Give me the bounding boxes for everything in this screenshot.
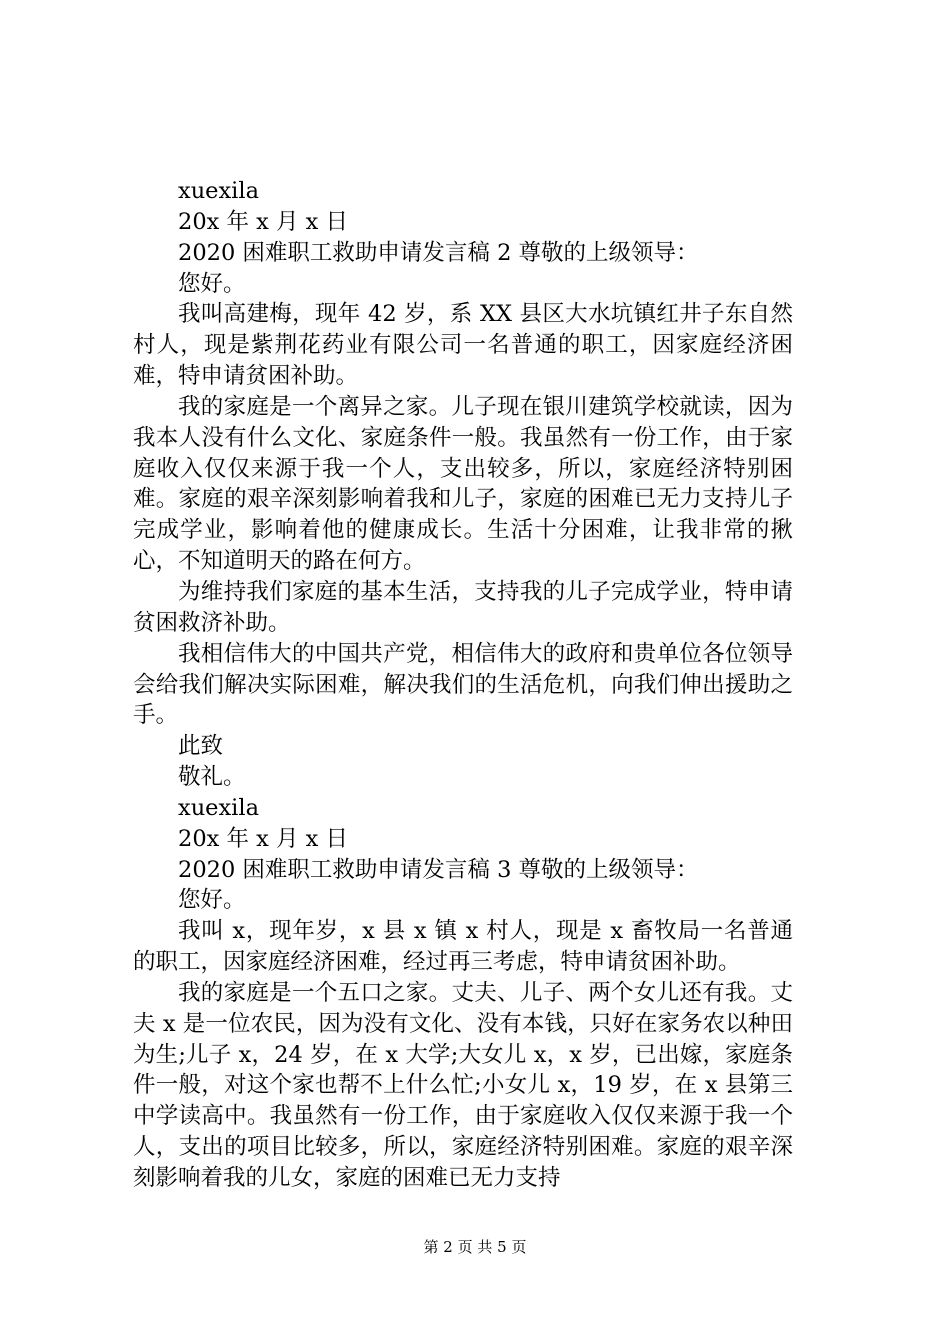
page-number-footer: 第 2 页 共 5 页 — [423, 1238, 527, 1256]
body-paragraph: 为维持我们家庭的基本生活，支持我的儿子完成学业，特申请贫困救济补助。 — [133, 578, 793, 636]
signature: xuexila — [178, 178, 259, 204]
body-paragraph: 我相信伟大的中国共产党，相信伟大的政府和贵单位各位领导会给我们解决实际困难，解决我们的生活危机，向我们伸出援助之手。 — [133, 640, 793, 729]
greeting: 您好。 — [178, 270, 246, 297]
body-paragraph: 我叫高建梅，现年 42 岁，系 XX 县区大水坑镇红井子东自然村人，现是紫荆花药业有限公司一名普通的职工，因家庭经济困难，特申请贫困补助。 — [133, 301, 793, 390]
date-line: 20x 年 x 月 x 日 — [178, 825, 348, 852]
body-paragraph: 我叫 x，现年岁，x 县 x 镇 x 村人，现是 x 畜牧局一名普通的职工，因家庭经济困难，经过再三考虑，特申请贫困补助。 — [133, 918, 793, 976]
document-body — [133, 176, 838, 1194]
letter-heading: 2020 困难职工救助申请发言稿 3 尊敬的上级领导： — [178, 856, 699, 883]
signature: xuexila — [178, 794, 259, 821]
closing-salutation: 此致 — [178, 733, 224, 760]
closing-regards: 敬礼。 — [178, 764, 246, 791]
date-line: 20x 年 x 月 x 日 — [178, 208, 348, 235]
letter-heading: 2020 困难职工救助申请发言稿 2 尊敬的上级领导： — [178, 239, 699, 266]
body-paragraph: 我的家庭是一个离异之家。儿子现在银川建筑学校就读，因为我本人没有什么文化、家庭条件一般。我虽然有一份工作，由于家庭收入仅仅来源于我一个人，支出较多，所以，家庭经济特别困难。家庭的艰辛深刻影响着我和儿子，家庭的困难已无力支持儿子完成学业，影响着他的健康成长。生活十分困难，让我非常的揪心，不知道明天的路在何方。 — [133, 393, 793, 575]
body-paragraph: 我的家庭是一个五口之家。丈夫、儿子、两个女儿还有我。丈夫 x 是一位农民，因为没有文化、没有本钱，只好在家务农以种田为生;儿子 x，24 岁，在 x 大学;大女儿 x，x 岁，已出嫁，家庭条件一般，对这个家也帮不上什么忙;小女儿 x，19 岁，在 x 县第三中学读高中。我虽然有一份工作，由于家庭收入仅仅来源于我一个人，支出的项目比较多，所以，家庭经济特别困难。家庭的艰辛深刻影响着我的儿女，家庭的困难已无力支持 — [133, 979, 793, 1191]
greeting: 您好。 — [178, 887, 246, 914]
